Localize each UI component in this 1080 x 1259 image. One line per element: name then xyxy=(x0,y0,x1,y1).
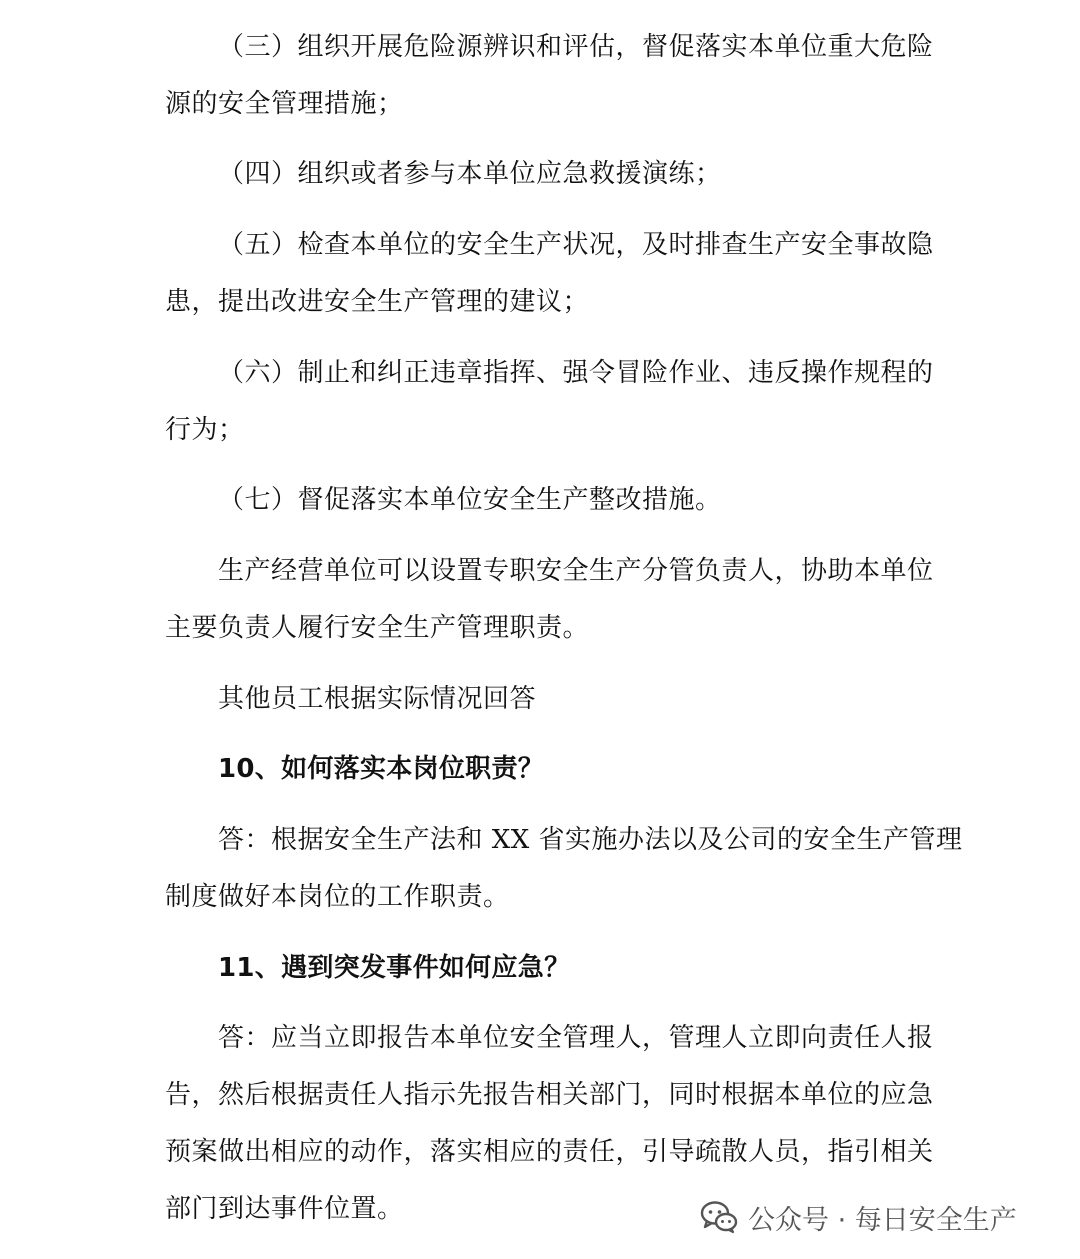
wechat-icon xyxy=(700,1200,738,1234)
paragraph-line-1: 生产经营单位可以设置专职安全生产分管负责人，协助本单位 xyxy=(218,556,934,586)
answer-10-line-1: 答：根据安全生产法和 XX 省实施办法以及公司的安全生产管理 xyxy=(218,825,963,855)
item-3-line-2: 源的安全管理措施； xyxy=(165,89,404,119)
item-6-line-1: （六）制止和纠正违章指挥、强令冒险作业、违反操作规程的 xyxy=(218,358,934,388)
answer-10-line-2: 制度做好本岗位的工作职责。 xyxy=(165,882,510,912)
item-4-line-1: （四）组织或者参与本单位应急救援演练； xyxy=(218,159,722,189)
answer-11-line-3: 预案做出相应的动作，落实相应的责任，引导疏散人员，指引相关 xyxy=(165,1137,934,1167)
answer-11-line-2: 告，然后根据责任人指示先报告相关部门，同时根据本单位的应急 xyxy=(165,1080,934,1110)
answer-11-line-1: 答：应当立即报告本单位安全管理人，管理人立即向责任人报 xyxy=(218,1023,934,1053)
item-5-line-2: 患，提出改进安全生产管理的建议； xyxy=(165,287,590,317)
item-3-line-1: （三）组织开展危险源辨识和评估，督促落实本单位重大危险 xyxy=(218,32,934,62)
question-11-heading: 11、遇到突发事件如何应急？ xyxy=(218,953,571,983)
question-10-heading: 10、如何落实本岗位职责？ xyxy=(218,754,545,784)
wechat-watermark xyxy=(700,1197,1017,1237)
paragraph-other-staff: 其他员工根据实际情况回答 xyxy=(218,684,537,714)
item-6-line-2: 行为； xyxy=(165,415,245,445)
watermark-text: 公众号 · 每日安全生产 xyxy=(748,1204,1017,1236)
item-5-line-1: （五）检查本单位的安全生产状况，及时排查生产安全事故隐 xyxy=(218,230,934,260)
item-7-line-1: （七）督促落实本单位安全生产整改措施。 xyxy=(218,485,722,515)
answer-11-line-4: 部门到达事件位置。 xyxy=(165,1194,404,1224)
paragraph-line-2: 主要负责人履行安全生产管理职责。 xyxy=(165,613,590,643)
